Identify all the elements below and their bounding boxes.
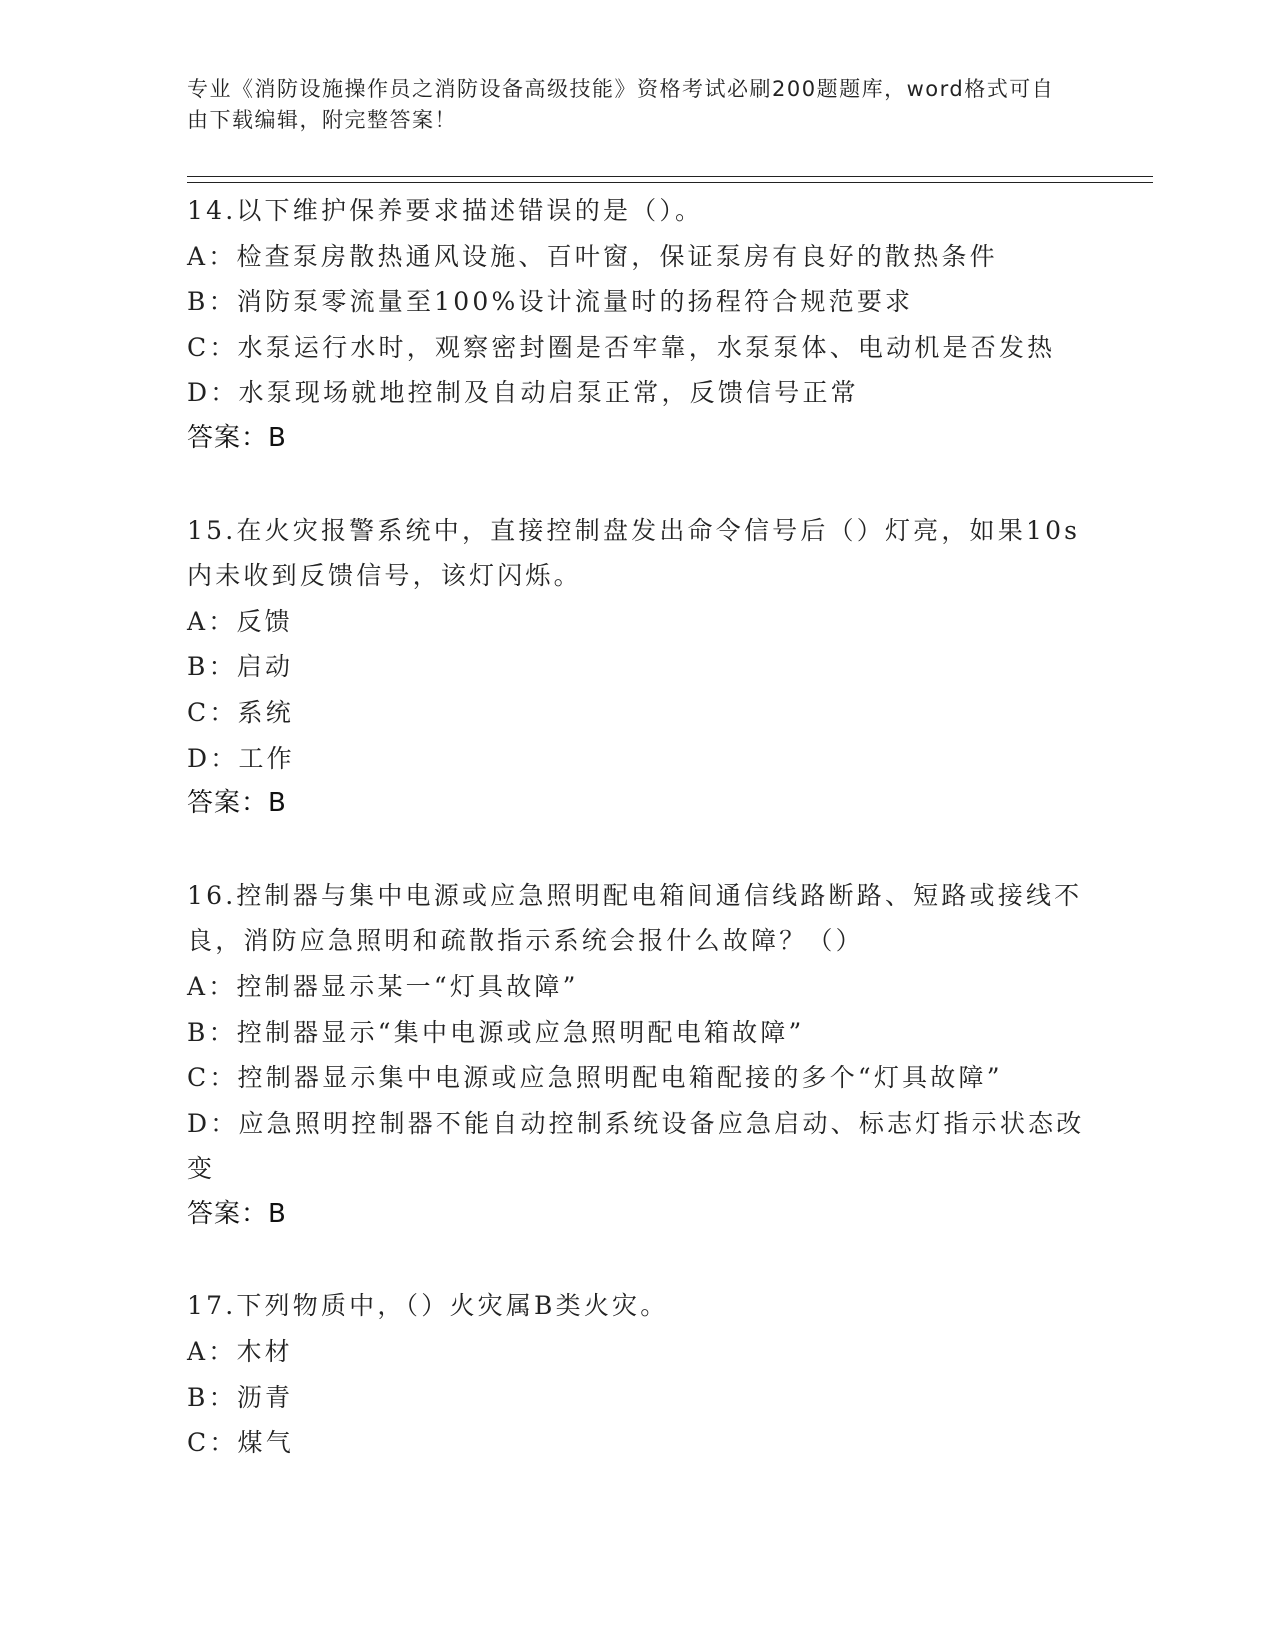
option-a: A：控制器显示某一“灯具故障”	[187, 971, 579, 1001]
option-a: A：反馈	[187, 606, 293, 636]
question-stem: 16.控制器与集中电源或应急照明配电箱间通信线路断路、短路或接线不良，消防应急照明和疏散指示系统会报什么故障？（）	[187, 880, 1083, 956]
option-b: B：启动	[187, 652, 294, 682]
option-b: B：沥青	[187, 1382, 294, 1412]
option-c: C：煤气	[187, 1428, 294, 1458]
option-d: D：应急照明控制器不能自动控制系统设备应急启动、标志灯指示状态改变	[187, 1108, 1085, 1184]
option-b: B：消防泵零流量至100%设计流量时的扬程符合规范要求	[187, 287, 914, 317]
question-17	[187, 1283, 1087, 1465]
option-d: D：工作	[187, 743, 295, 773]
question-16	[187, 873, 1087, 1238]
option-a: A：检查泵房散热通风设施、百叶窗，保证泵房有良好的散热条件	[187, 241, 998, 271]
header-rule-bottom	[187, 182, 1153, 183]
answer-label: 答案：B	[187, 788, 287, 819]
option-c: C：水泵运行水时，观察密封圈是否牢靠，水泵泵体、电动机是否发热	[187, 332, 1056, 362]
question-stem: 14.以下维护保养要求描述错误的是（）。	[187, 196, 704, 225]
question-stem: 17.下列物质中，（）火灾属B类火灾。	[187, 1291, 669, 1321]
question-14	[187, 188, 1087, 462]
answer-label: 答案：B	[187, 1198, 287, 1229]
option-c: C：系统	[187, 697, 294, 727]
option-d: D：水泵现场就地控制及自动启泵正常，反馈信号正常	[187, 378, 859, 408]
document-header: 专业《消防设施操作员之消防设备高级技能》资格考试必刷200题题库，word格式可自由下载编辑，附完整答案！	[187, 77, 1055, 132]
option-c: C：控制器显示集中电源或应急照明配电箱配接的多个“灯具故障”	[187, 1063, 1003, 1093]
question-list	[187, 188, 1087, 1512]
question-stem: 15.在火灾报警系统中，直接控制盘发出命令信号后（）灯亮，如果10s内未收到反馈信号，该灯闪烁。	[187, 515, 1081, 591]
answer-label: 答案：B	[187, 422, 287, 453]
question-15	[187, 508, 1087, 827]
option-a: A：木材	[187, 1337, 293, 1367]
option-b: B：控制器显示“集中电源或应急照明配电箱故障”	[187, 1017, 805, 1047]
header-rule-top	[187, 176, 1153, 177]
